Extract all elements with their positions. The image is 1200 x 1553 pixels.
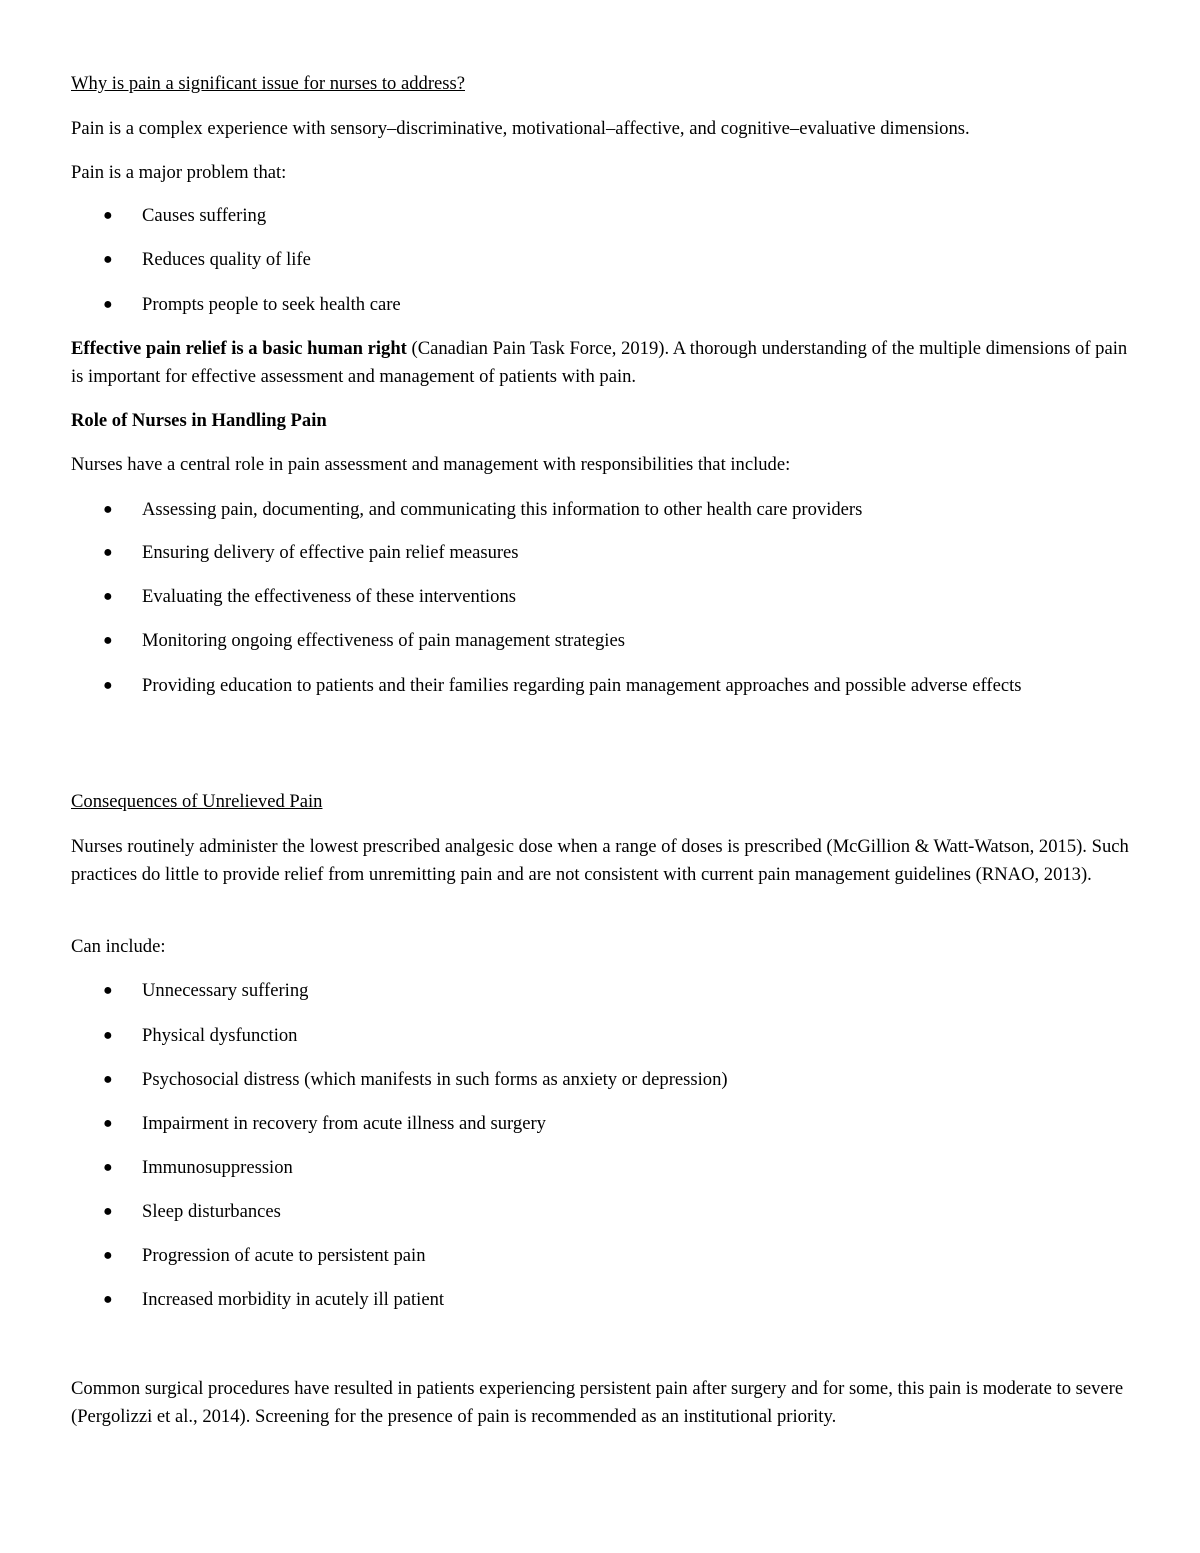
list-item-text: Impairment in recovery from acute illness and surgery [142,1113,546,1134]
list-item-text: Evaluating the effectiveness of these interventions [142,586,516,607]
list-item [103,202,1113,230]
bullet-icon: ● [103,296,113,313]
list-item-text: Prompts people to seek health care [142,294,401,315]
bullet-icon: ● [103,1027,113,1044]
bullet-icon: ● [103,632,113,649]
list-item [103,583,1113,611]
list-item [103,539,1113,567]
consequences-lead: Can include: [71,936,166,957]
list-item-text: Monitoring ongoing effectiveness of pain management strategies [142,630,625,651]
closing-paragraph: Common surgical procedures have resulted in patients experiencing persistent pain after surgery and for some, this pain is moderate to severe (Pergolizzi et al., 2014). Screening for the presence of pain is recommended as an institutional priority. [71,1378,1124,1427]
list-item [103,1066,1113,1094]
role-lead: Nurses have a central role in pain assessment and management with responsibilities that include: [71,454,791,475]
intro-paragraph: Pain is a complex experience with sensory–discriminative, motivational–affective, and cognitive–evaluative dimensions. [71,118,970,139]
consequences-paragraph: Nurses routinely administer the lowest prescribed analgesic dose when a range of doses is prescribed (McGillion & Watt-Watson, 2015). Such practices do little to provide relief from unremitting pain and are not consistent with current pain management guidelines (RNAO, 2013). [71,836,1129,885]
list-item-text: Causes suffering [142,205,267,226]
bullet-icon: ● [103,1247,113,1264]
bullet-icon: ● [103,207,113,224]
list-item-text: Unnecessary suffering [142,980,309,1001]
list-item [103,1286,1113,1314]
bullet-icon: ● [103,1203,113,1220]
list-item [103,246,1113,274]
list-item-text: Physical dysfunction [142,1025,298,1046]
list-item-text: Increased morbidity in acutely ill patient [142,1289,445,1310]
list-item [103,496,1113,524]
list-item-text: Providing education to patients and their families regarding pain management approaches and possible adverse effects [142,675,1022,696]
rights-text: (Canadian Pain Task Force, 2019). A thorough understanding of the multiple dimensions of pain is important for effective assessment and management of patients with pain. [71,338,1128,387]
bullet-icon: ● [103,677,113,694]
problem-lead: Pain is a major problem that: [71,162,287,183]
bullet-icon: ● [103,1159,113,1176]
list-item-text: Assessing pain, documenting, and communicating this information to other health care providers [142,499,863,520]
list-item [103,1198,1113,1226]
list-item-text: Reduces quality of life [142,249,311,270]
list-item-text: Progression of acute to persistent pain [142,1245,426,1266]
list-item [103,977,1113,1005]
rights-paragraph [71,335,1136,391]
bullet-icon: ● [103,1071,113,1088]
section-heading-why-pain: Why is pain a significant issue for nurses to address? [71,73,465,94]
section-heading-consequences: Consequences of Unrelieved Pain [71,791,323,812]
list-item [103,1154,1113,1182]
bullet-icon: ● [103,588,113,605]
list-item [103,672,1113,700]
list-item [103,1110,1113,1138]
bullet-icon: ● [103,544,113,561]
list-item-text: Ensuring delivery of effective pain relief measures [142,542,519,563]
list-item [103,1242,1113,1270]
list-item-text: Psychosocial distress (which manifests in such forms as anxiety or depression) [142,1069,728,1090]
rights-emphasis: Effective pain relief is a basic human right [71,338,407,359]
bullet-icon: ● [103,251,113,268]
bullet-icon: ● [103,1291,113,1308]
list-item [103,627,1113,655]
list-item [103,1022,1113,1050]
bullet-icon: ● [103,982,113,999]
list-item-text: Immunosuppression [142,1157,293,1178]
bullet-icon: ● [103,1115,113,1132]
list-item-text: Sleep disturbances [142,1201,281,1222]
bullet-icon: ● [103,501,113,518]
section-heading-role-of-nurses: Role of Nurses in Handling Pain [71,410,327,431]
list-item [103,291,1113,319]
